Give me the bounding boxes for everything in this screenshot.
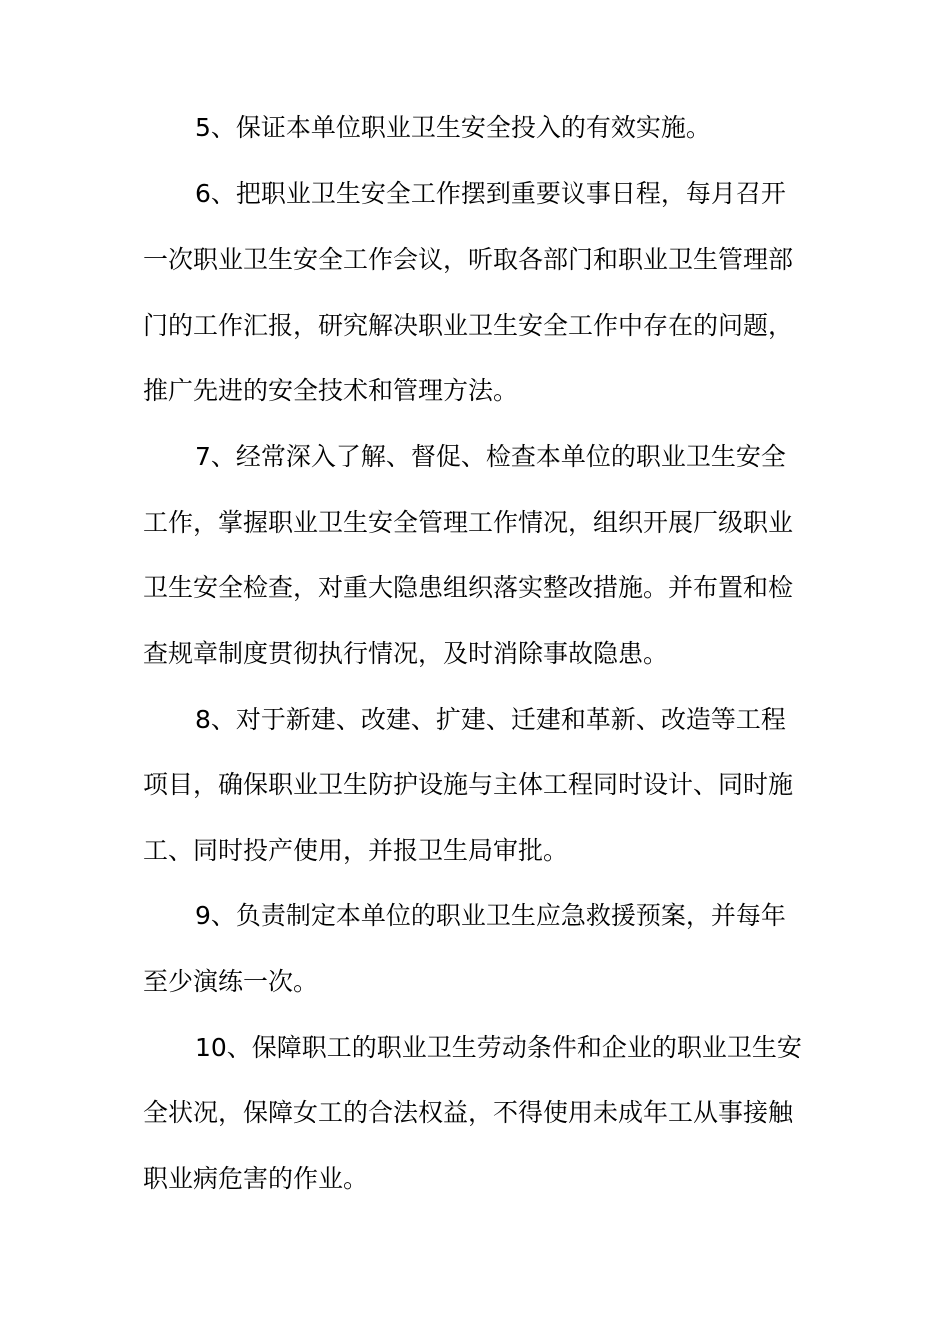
paragraph-10-line-3: 职业病危害的作业。 [143, 1164, 369, 1193]
paragraph-8-line-3: 工、同时投产使用，并报卫生局审批。 [143, 836, 569, 865]
paragraph-7-line-2: 工作，掌握职业卫生安全管理工作情况，组织开展厂级职业 [143, 508, 794, 537]
paragraph-9-line-1: 9、负责制定本单位的职业卫生应急救援预案，并每年 [195, 901, 786, 930]
paragraph-5-line-1: 5、保证本单位职业卫生安全投入的有效实施。 [195, 113, 711, 142]
paragraph-7-line-4: 查规章制度贯彻执行情况，及时消除事故隐患。 [143, 639, 669, 668]
paragraph-8-line-1: 8、对于新建、改建、扩建、迁建和革新、改造等工程 [195, 705, 786, 734]
paragraph-6-line-2: 一次职业卫生安全工作会议，听取各部门和职业卫生管理部 [143, 245, 794, 274]
paragraph-10-line-2: 全状况，保障女工的合法权益，不得使用未成年工从事接触 [143, 1098, 794, 1127]
paragraph-10-line-1: 10、保障职工的职业卫生劳动条件和企业的职业卫生安 [195, 1033, 802, 1062]
paragraph-6-line-3: 门的工作汇报，研究解决职业卫生安全工作中存在的问题， [143, 311, 794, 340]
paragraph-7-line-1: 7、经常深入了解、督促、检查本单位的职业卫生安全 [195, 442, 786, 471]
paragraph-7-line-3: 卫生安全检查，对重大隐患组织落实整改措施。并布置和检 [143, 573, 794, 602]
paragraph-8-line-2: 项目，确保职业卫生防护设施与主体工程同时设计、同时施 [143, 770, 794, 799]
paragraph-6-line-4: 推广先进的安全技术和管理方法。 [143, 376, 519, 405]
paragraph-6-line-1: 6、把职业卫生安全工作摆到重要议事日程，每月召开 [195, 179, 786, 208]
paragraph-9-line-2: 至少演练一次。 [143, 967, 319, 996]
